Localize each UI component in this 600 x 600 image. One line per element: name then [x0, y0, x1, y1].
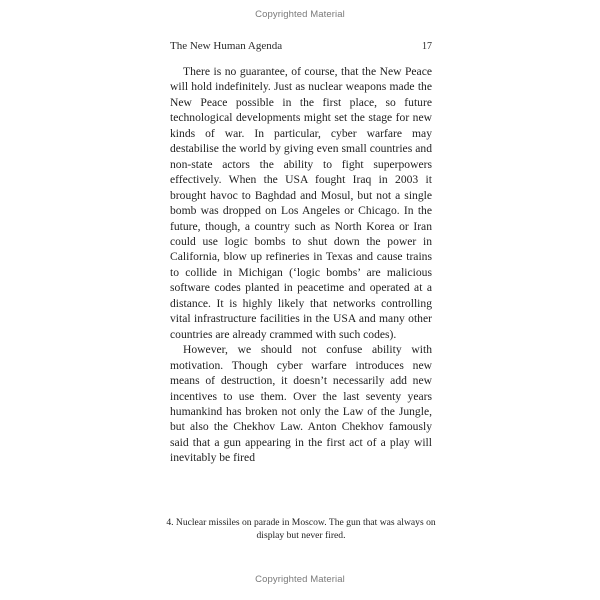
paragraph: However, we should not confuse ability with motivation. Though cyber warfare introduces new means of destruction, it doesn’t necessarily add new incentives to use them. Over the last seventy years humankind has broken not only the Law of the Jungle, but also the Chekhov Law. Anton Chekhov famously said that a gun appearing in the first act of a play will inevitably be fired [170, 343, 432, 465]
copyright-watermark-top: Copyrighted Material [255, 9, 345, 20]
image-caption-footnote: 4. Nuclear missiles on parade in Moscow. The gun that was always on display but never fired. [166, 517, 436, 541]
copyright-watermark-bottom: Copyrighted Material [255, 574, 345, 585]
running-header [170, 40, 432, 52]
paragraph: There is no guarantee, of course, that the New Peace will hold indefinitely. Just as nuclear weapons made the New Peace possible in the first place, so future technological developments might set the stage for new kinds of war. In particular, cyber warfare may destabilise the world by giving even small countries and non-state actors the ability to fight superpowers effectively. When the USA fought Iraq in 2003 it brought havoc to Baghdad and Mosul, but not a single bomb was dropped on Los Angeles or Chicago. In the future, though, a country such as North Korea or Iran could use logic bombs to shut down the power in California, blow up refineries in Texas and cause trains to collide in Michigan (‘logic bombs’ are malicious software codes planted in peacetime and operated at a distance. It is highly likely that networks controlling vital infrastructure facilities in the USA and many other countries are already crammed with such codes). [170, 65, 432, 341]
body-text [170, 64, 432, 466]
running-title: The New Human Agenda [170, 40, 283, 52]
page-number: 17 [422, 41, 432, 52]
